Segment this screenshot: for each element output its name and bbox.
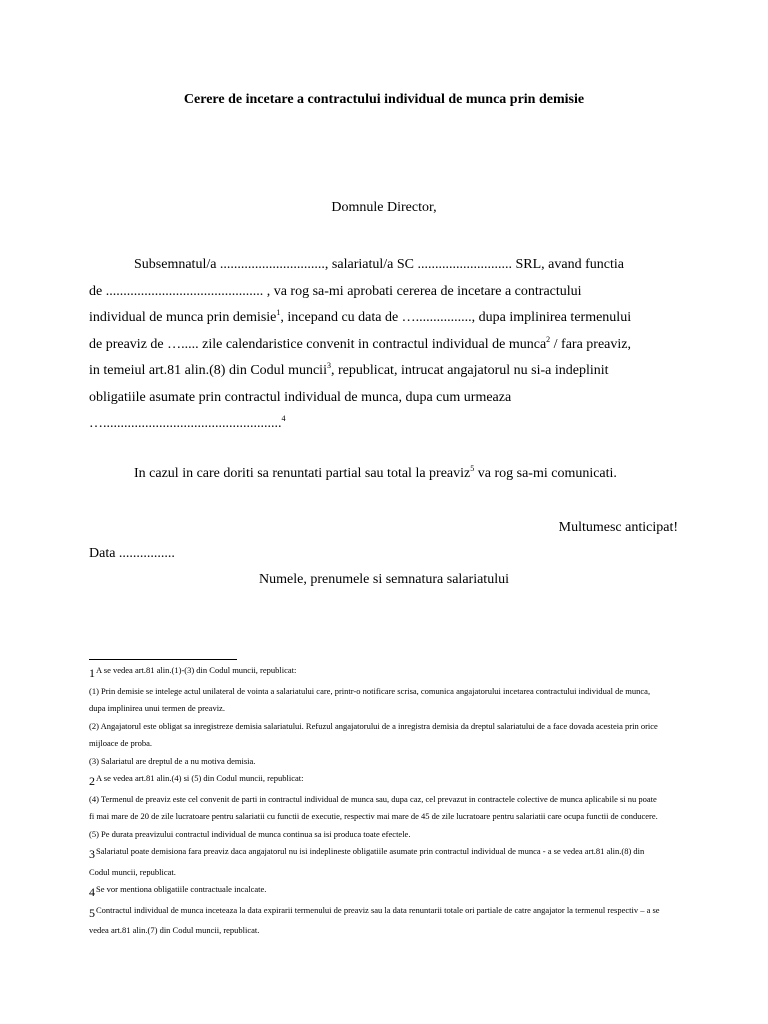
footnote-2-p4: (4) Termenul de preaviz este cel convenit de parti in contractul individual de munca sau, dupa caz, cel prevazut in contractele colective de munca aplicabile si nu poate [89, 793, 657, 804]
footnote-1: 1A se vedea art.81 alin.(1)-(3) din Codul muncii, republicat: [89, 665, 297, 680]
footnote-5: 5Contractul individual de munca inceteaza la data expirarii termenului de preaviz sau la data renuntarii totale ori partiale de catre angajator la termenul respectiv – a se [89, 904, 660, 920]
body-line-4: de preaviz de …..... zile calendaristice convenit in contractul individual de munca$^2$ / fara preaviz, [89, 334, 631, 352]
body-line-1: Subsemnatul/a .............................., salariatul/a SC ........................... SRL, avand functia [134, 257, 624, 272]
footnote-3: 3Salariatul poate demisiona fara preaviz daca angajatorul nu isi indeplineste obligatiile asumate prin contractul individual de munca - a se vedea art.81 alin.(8) din [89, 846, 645, 861]
footnote-5-cont: vedea art.81 alin.(7) din Codul muncii, republicat. [89, 925, 260, 935]
signature-line: Numele, prenumele si semnatura salariatului [259, 572, 509, 587]
date-field: Data ................ [89, 546, 175, 561]
footnote-1-p2-cont: mijloace de proba. [89, 738, 153, 748]
footnote-separator [89, 659, 237, 660]
body-line-7: …...................................................$^4$ [89, 414, 286, 431]
footnote-ref-2: 2 [546, 334, 551, 344]
closing-thanks: Multumesc anticipat! [558, 520, 678, 535]
footnote-ref-5: 5 [470, 464, 475, 473]
footnote-1-p2: (2) Angajatorul este obligat sa inregistreze demisia salariatului. Refuzul angajatorului de a inregistra demisia da dreptul salariatului de a face dovada acesteia prin orice [89, 720, 658, 731]
footnote-ref-4: 4 [281, 414, 286, 423]
footnote-1-p1: (1) Prin demisie se intelege actul unilateral de vointa a salariatului care, printr-o notificare scrisa, comunica angajatorului incetarea contractului individual de munca, [89, 685, 651, 696]
document-title: Cerere de incetare a contractului individual de munca prin demisie [183, 92, 585, 107]
request-paragraph [89, 252, 689, 438]
footnote-2-p5: (5) Pe durata preavizului contractul individual de munca continua sa isi produca toate efectele. [89, 828, 411, 839]
footnote-2-p4-cont: fi mai mare de 20 de zile lucratoare pentru salariatii cu functii de executie, respectiv mai mare de 45 de zile lucratoare pentru salariatii care ocupa functii de conducere. [89, 811, 658, 821]
footnote-1-p1-cont: dupa implinirea unui termen de preaviz. [89, 703, 225, 713]
preaviz-paragraph: In cazul in care doriti sa renuntati partial sau total la preaviz$^5$ va rog sa-mi comunicati. [134, 464, 617, 481]
body-line-5: in temeiul art.81 alin.(8) din Codul muncii$^3$, republicat, intrucat angajatorul nu si-a indeplinit [89, 361, 609, 378]
footnotes [89, 662, 681, 940]
footnote-3-cont: Codul muncii, republicat. [89, 866, 176, 877]
footnote-2: 2A se vedea art.81 alin.(4) si (5) din Codul muncii, republicat: [89, 773, 304, 788]
footnote-ref-1: 1 [276, 308, 281, 317]
salutation: Domnule Director, [331, 200, 437, 215]
body-line-6: obligatiile asumate prin contractul individual de munca, dupa cum urmeaza [89, 389, 512, 405]
footnote-4: 4Se vor mentiona obligatiile contractuale incalcate. [89, 884, 267, 899]
footnote-1-p3: (3) Salariatul are dreptul de a nu motiva demisia. [89, 755, 256, 766]
body-line-2: de ............................................. , va rog sa-mi aprobati cererea de incetare a contractului [89, 283, 582, 299]
footnote-ref-3: 3 [326, 361, 331, 370]
body-line-3: individual de munca prin demisie$^1$, incepand cu data de …................, dupa implinirea termenului [89, 308, 632, 325]
